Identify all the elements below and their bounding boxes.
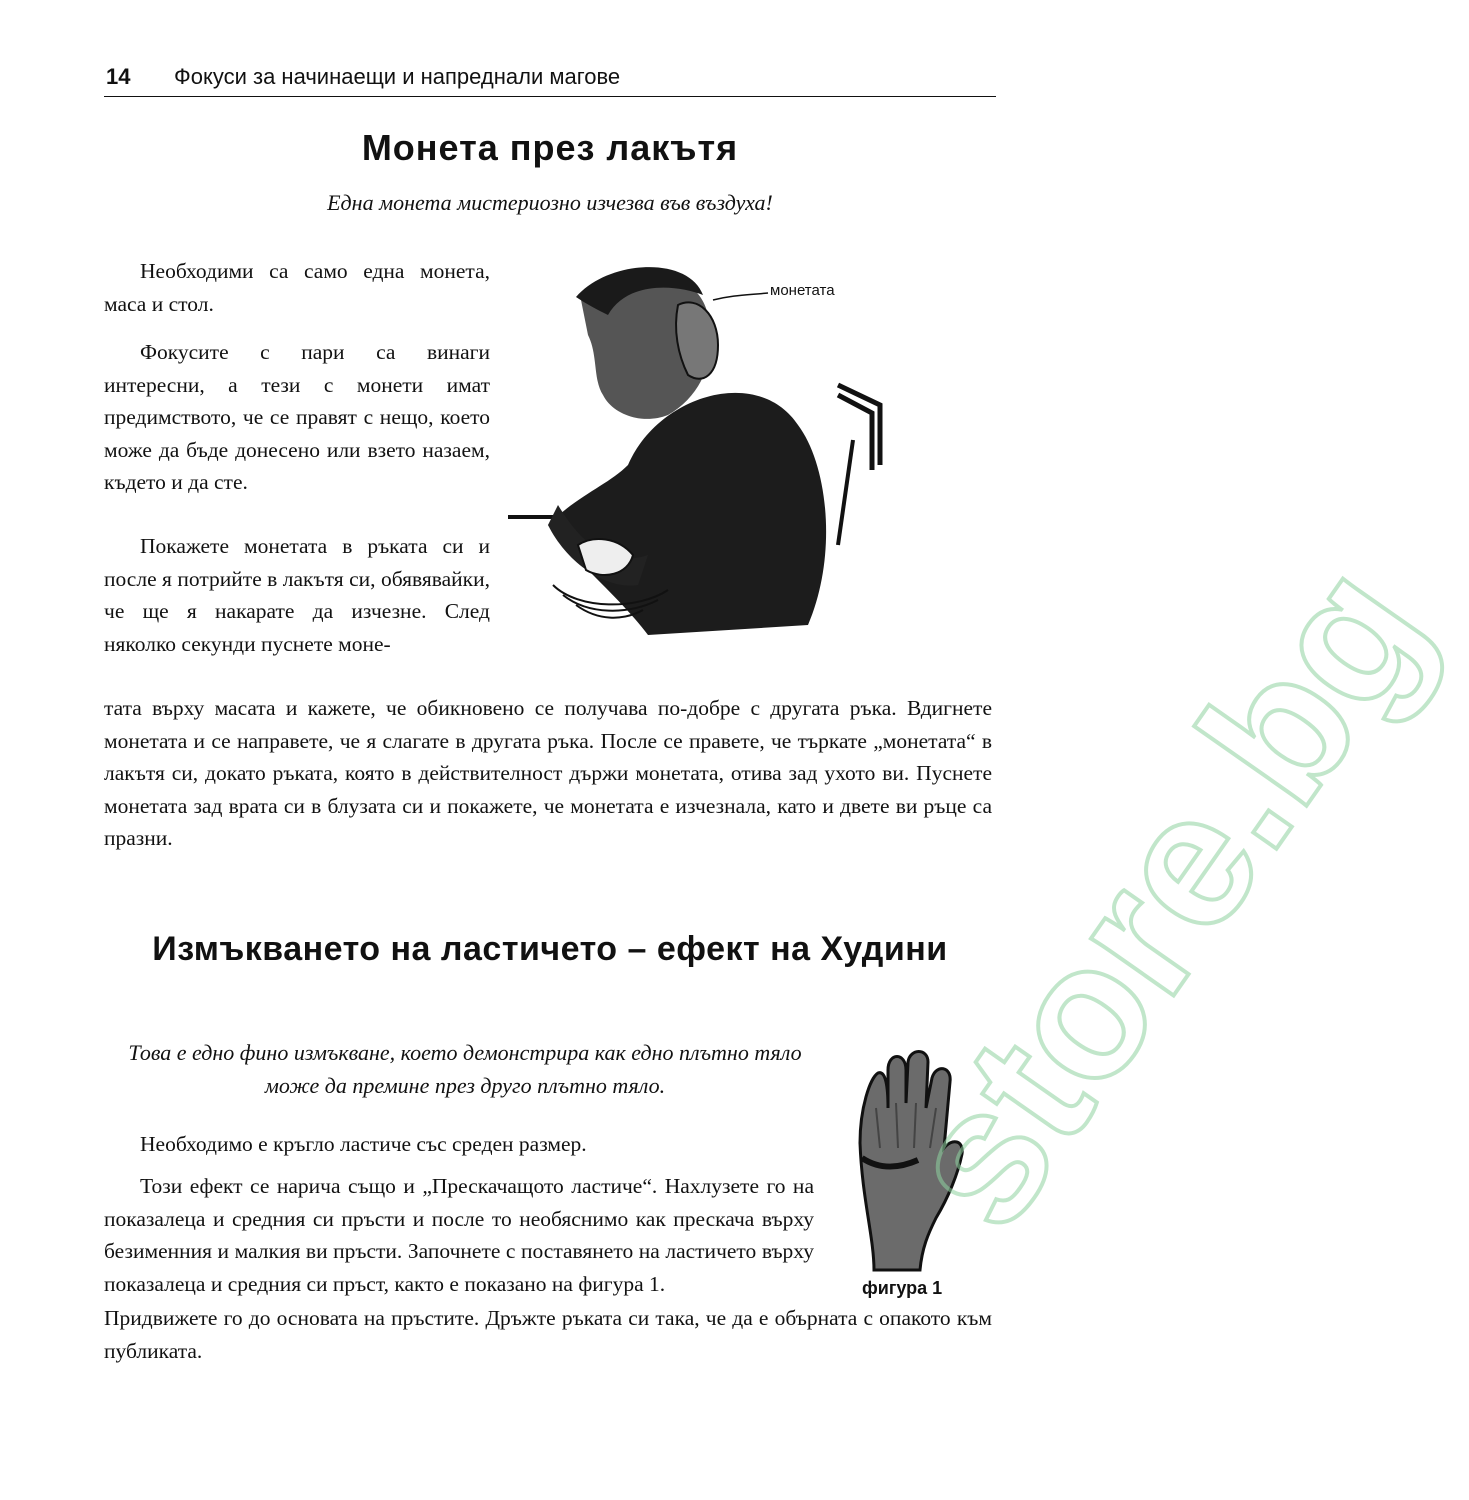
paragraph: Необходимо е кръгло ластиче със среден размер. bbox=[140, 1132, 587, 1156]
section-subtitle-coin: Една монета мистериозно изчезва във въздуха! bbox=[327, 190, 773, 215]
section-title-rubber-band: Измъкването на ластичето – ефект на Худини bbox=[152, 930, 948, 968]
running-header bbox=[104, 60, 996, 97]
section-subtitle-rubber-band: Това е едно фино измъкване, което демонстрира как едно плътно тяло може да премине през друго плътно тяло. bbox=[128, 1040, 802, 1098]
running-title: Фокуси за начинаещи и напреднали магове bbox=[174, 64, 621, 89]
coin-label: монетата bbox=[770, 282, 835, 299]
paragraph: Необходими са само една монета, маса и стол. bbox=[104, 259, 490, 316]
page-number: 14 bbox=[106, 64, 131, 89]
paragraph: Този ефект се нарича също и „Прескачащото ластиче“. Нахлузете го на показалеца и средния си пръсти и после то необяснимо как прескача върху безименния и малкия ви пръсти. Започнете с поставянето на ластичето върху показалеца и средния си пръст, както е показано на фигура 1. bbox=[104, 1174, 814, 1296]
figure-caption: фигура 1 bbox=[862, 1278, 943, 1298]
hand-figure-illustration bbox=[840, 1048, 970, 1270]
watermark: store.bg bbox=[862, 527, 1467, 1264]
man-elbow-illustration bbox=[508, 255, 888, 635]
paragraph: Придвижете го до основата на пръстите. Дръжте ръката си така, че да е обърната с опакото към публиката. bbox=[104, 1306, 992, 1363]
paragraph: Фокусите с пари са винаги интересни, а тези с монети имат предимството, че се правят с нещо, което може да бъде донесено или взето назаем, където и да сте. bbox=[104, 340, 490, 494]
section-title-coin: Монета през лакътя bbox=[361, 127, 739, 168]
paragraph: Покажете монетата в ръката си и после я потрийте в лакътя си, обявявайки, че ще я накарате да изчезне. След няколко секунди пуснете моне- bbox=[104, 534, 490, 656]
paragraph: тата върху масата и кажете, че обикновено се получава по-добре с другата ръка. Вдигнете монетата и се направете, че я слагате в другата ръка. После се правете, че търкате „монетата“ в лакътя си, докато ръката, която в действителност държи монетата, отива зад ухото ви. Пуснете монетата зад врата си в блузата си и покажете, че монетата е изчезнала, като и двете ви ръце са празни. bbox=[104, 696, 992, 850]
